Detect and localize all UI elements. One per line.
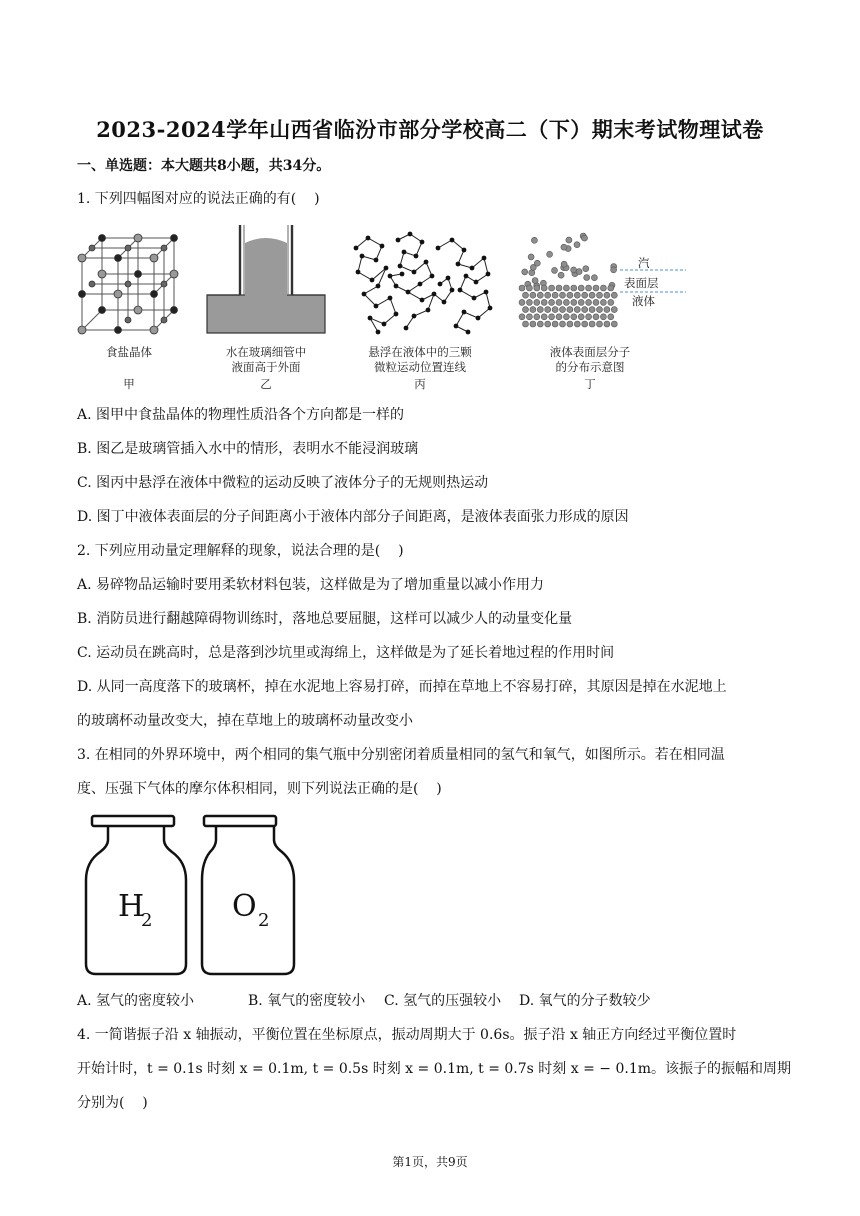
figure-caption-yi: 水在玻璃细管中 液面高于外面 <box>225 345 307 374</box>
salt-crystal-figure <box>74 228 184 340</box>
molecule-dot <box>597 292 603 298</box>
molecule-dot <box>597 321 603 327</box>
molecule-dot <box>547 251 553 257</box>
molecule-dot <box>604 292 610 298</box>
molecule-dot <box>531 237 537 243</box>
figure-label-bing: 丙 <box>414 377 426 391</box>
label-liquid: 液体 <box>632 294 655 308</box>
q1-option-c: C. 图丙中悬浮在液体中微粒的运动反映了液体分子的无规则热运动 <box>77 475 489 491</box>
figure-caption-bing: 悬浮在液体中的三颗 微粒运动位置连线 <box>368 345 472 374</box>
molecule-dot <box>591 275 597 281</box>
molecule-dot <box>574 292 580 298</box>
q2-option-d: D. 从同一高度落下的玻璃杯，掉在水泥地上容易打碎，而掉在草地上不容易打碎，其原因是掉在水泥地上 <box>77 679 727 695</box>
molecule-dot <box>583 266 589 272</box>
molecule-dot <box>574 242 580 248</box>
molecule-dot <box>563 299 569 305</box>
section-heading: 一、单选题：本大题共8小题，共34分。 <box>77 158 331 174</box>
molecule-dot <box>567 292 573 298</box>
molecule-dot <box>552 307 558 313</box>
molecule-dot <box>552 292 558 298</box>
molecule-dot <box>523 292 529 298</box>
molecule-dot <box>522 269 528 275</box>
molecule-dot <box>530 292 536 298</box>
molecule-dot <box>519 299 525 305</box>
molecule-dot <box>541 314 547 320</box>
question-3-stem-2: 度、压强下气体的摩尔体积相同，则下列说法正确的是( ) <box>77 781 442 797</box>
molecule-dot <box>611 307 617 313</box>
q1-option-a: A. 图甲中食盐晶体的物理性质沿各个方向都是一样的 <box>77 407 405 423</box>
molecule-dot <box>563 285 569 291</box>
label-surface-layer: 表面层 <box>624 276 659 290</box>
figure-label-ding: 丁 <box>584 377 596 391</box>
molecule-dot <box>608 299 614 305</box>
page-footer: 第1页，共9页 <box>392 1155 468 1169</box>
molecule-dot <box>600 285 606 291</box>
molecule-dot <box>534 299 540 305</box>
molecule-dot <box>574 321 580 327</box>
molecule-dot <box>530 307 536 313</box>
molecule-dot <box>549 299 555 305</box>
molecule-dot <box>560 321 566 327</box>
q1-option-b: B. 图乙是玻璃管插入水中的情形，表明水不能浸润玻璃 <box>77 441 419 457</box>
molecule-dot <box>561 261 567 267</box>
q1-option-d: D. 图丁中液体表面层的分子间距离小于液体内部分子间距离，是液体表面张力形成的原因 <box>77 509 629 525</box>
label-vapor: 汽 <box>638 256 650 270</box>
molecule-dot <box>534 285 540 291</box>
molecule-dot <box>537 307 543 313</box>
molecule-dot <box>586 285 592 291</box>
molecule-dot <box>519 314 525 320</box>
molecule-dot <box>541 299 547 305</box>
molecule-dot <box>523 321 529 327</box>
molecule-dot <box>604 321 610 327</box>
molecule-dot <box>597 307 603 313</box>
molecule-dot <box>578 314 584 320</box>
page-title: 2023-2024学年山西省临汾市部分学校高二（下）期末考试物理试卷 <box>96 117 764 142</box>
molecule-dot <box>552 321 558 327</box>
molecule-dot <box>589 307 595 313</box>
surface-layer-figure <box>512 230 702 334</box>
molecule-dot <box>582 235 588 241</box>
molecule-dot <box>556 285 562 291</box>
molecule-dot <box>582 307 588 313</box>
molecule-dot <box>566 237 572 243</box>
molecule-dot <box>537 292 543 298</box>
molecule-dot <box>589 321 595 327</box>
figure-caption-jia: 食盐晶体 <box>106 345 152 359</box>
bottle-h-subscript: 2 <box>141 910 153 931</box>
question-1-stem: 1. 下列四幅图对应的说法正确的有( ) <box>77 191 320 207</box>
molecule-dot <box>523 307 529 313</box>
molecule-dot <box>571 267 577 273</box>
molecule-dot <box>604 307 610 313</box>
molecule-dot <box>530 264 536 270</box>
molecule-dot <box>532 278 538 284</box>
q3-option-c: C. 氢气的压强较小 <box>384 993 502 1009</box>
molecule-dot <box>567 307 573 313</box>
molecule-dot <box>558 272 564 278</box>
molecule-dot <box>545 321 551 327</box>
q2-option-a: A. 易碎物品运输时要用柔软材料包装，这样做是为了增加重量以减小作用力 <box>77 577 545 593</box>
question-4-line-2: 开始计时，t = 0.1s 时刻 x = 0.1m, t = 0.5s 时刻 x = 0.1m, t = 0.7s 时刻 x = − 0.1m。该振子的振幅和周期 <box>77 1061 791 1077</box>
capillary-tube-figure <box>204 225 328 337</box>
molecule-dot <box>611 267 617 273</box>
q3-option-a: A. 氢气的密度较小 <box>77 993 195 1009</box>
molecule-dot <box>534 314 540 320</box>
molecule-dot <box>608 314 614 320</box>
molecule-dot <box>593 314 599 320</box>
molecule-dot <box>576 269 582 275</box>
bottle-h-label: H <box>118 889 145 924</box>
molecule-dot <box>528 254 534 260</box>
molecule-dots <box>519 233 617 327</box>
figure-caption-ding: 液体表面层分子 的分布示意图 <box>549 345 631 374</box>
molecule-dot <box>537 321 543 327</box>
molecule-dot <box>578 299 584 305</box>
molecule-dot <box>556 314 562 320</box>
molecule-dot <box>563 314 569 320</box>
molecule-dot <box>561 244 567 250</box>
molecule-dot <box>589 292 595 298</box>
molecule-dot <box>556 299 562 305</box>
question-4-line-1: 4. 一简谐振子沿 x 轴振动，平衡位置在坐标原点，振动周期大于 0.6s。振子沿 x 轴正方向经过平衡位置时 <box>77 1027 737 1043</box>
molecule-dot <box>600 314 606 320</box>
q3-option-b: B. 氧气的密度较小 <box>248 993 366 1009</box>
molecule-dot <box>586 299 592 305</box>
bottle-o-label: O <box>232 889 257 924</box>
molecule-dot <box>549 314 555 320</box>
molecule-dot <box>593 299 599 305</box>
molecule-dot <box>582 292 588 298</box>
q3-option-d: D. 氧气的分子数较少 <box>519 993 651 1009</box>
q2-option-d-cont: 的玻璃杯动量改变大，掉在草地上的玻璃杯动量改变小 <box>77 713 413 729</box>
q2-option-b: B. 消防员进行翻越障碍物训练时，落地总要屈腿，这样可以减少人的动量变化量 <box>77 611 573 627</box>
brownian-motion-figure <box>348 228 496 336</box>
molecule-dot <box>593 285 599 291</box>
molecule-dot <box>611 321 617 327</box>
molecule-dot <box>600 299 606 305</box>
q2-option-c: C. 运动员在跳高时，总是落到沙坑里或海绵上，这样做是为了延长着地过程的作用时间 <box>77 645 615 661</box>
question-2-stem: 2. 下列应用动量定理解释的现象，说法合理的是( ) <box>77 543 404 559</box>
molecule-dot <box>530 321 536 327</box>
molecule-dot <box>586 314 592 320</box>
molecule-dot <box>611 292 617 298</box>
molecule-dot <box>567 321 573 327</box>
molecule-dot <box>574 307 580 313</box>
gas-bottles-figure <box>78 812 304 980</box>
molecule-dot <box>526 285 532 291</box>
molecule-dot <box>571 285 577 291</box>
figure-label-yi: 乙 <box>260 377 272 391</box>
molecule-dot <box>560 307 566 313</box>
molecule-dot <box>526 314 532 320</box>
molecule-dot <box>584 275 590 281</box>
molecule-dot <box>578 285 584 291</box>
molecule-dot <box>571 299 577 305</box>
figure-label-jia: 甲 <box>123 377 135 391</box>
question-3-stem-1: 3. 在相同的外界环境中，两个相同的集气瓶中分别密闭着质量相同的氢气和氧气，如图所示。若在相同温 <box>77 747 725 763</box>
molecule-dot <box>519 285 525 291</box>
question-4-line-3: 分别为( ) <box>77 1095 148 1111</box>
molecule-dot <box>552 267 558 273</box>
molecule-dot <box>571 314 577 320</box>
molecule-dot <box>582 321 588 327</box>
molecule-dot <box>560 292 566 298</box>
molecule-dot <box>545 292 551 298</box>
molecule-dot <box>541 285 547 291</box>
molecule-dot <box>608 285 614 291</box>
molecule-dot <box>526 299 532 305</box>
bottle-o-subscript: 2 <box>258 910 270 931</box>
molecule-dot <box>545 307 551 313</box>
molecule-dot <box>549 285 555 291</box>
